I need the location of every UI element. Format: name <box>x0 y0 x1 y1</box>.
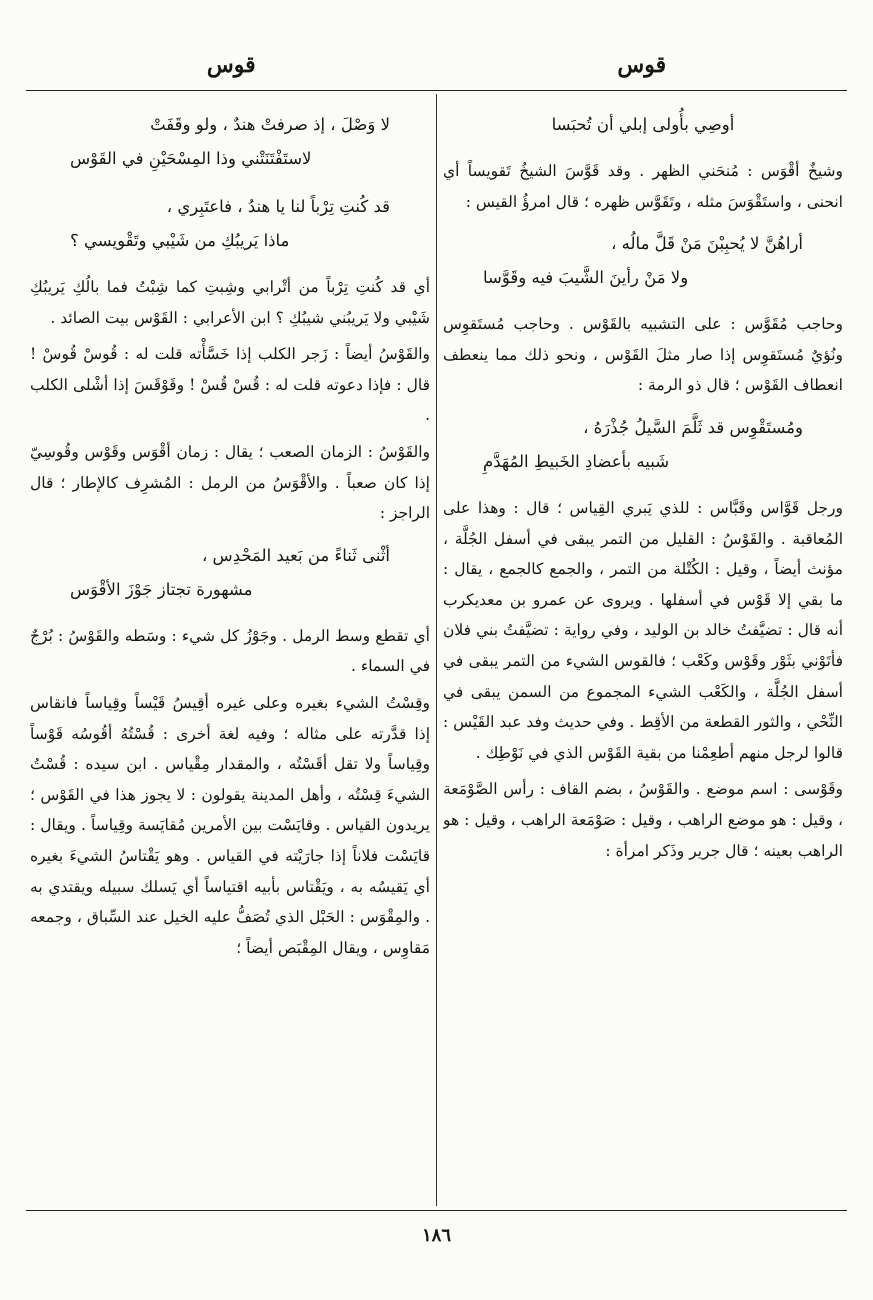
page-header <box>26 48 847 82</box>
paragraph: وقَوْسى : اسم موضع . والقَوْسُ ، بضم القاف : رأس الصَّوْمَعة ، وقيل : هو موضع الراهب ، وقيل : صَوْمَعة الراهب ، وقيل : هو الراهب بعينه ؛ قال جرير وذَكر امرأة : <box>443 780 843 860</box>
verse-line: أراهُنَّ لا يُحبِبْنَ مَنْ قَلَّ مالُه ، <box>611 234 803 254</box>
paragraph: أي تقطع وسط الرمل . وجَوْزُ كل شيء : وسَطه والقَوْسُ : بُرْجٌ في السماء . <box>30 626 430 676</box>
right-column <box>443 98 843 1206</box>
verse <box>30 108 430 176</box>
verse-line: لاستَفْتَنَتْني وذا المِسْحَيْنِ في القَوْس <box>70 149 312 168</box>
top-rule <box>26 90 847 91</box>
left-headword: قوس <box>206 52 256 78</box>
page-number: ١٨٦ <box>421 1225 451 1246</box>
left-column <box>30 98 430 1206</box>
right-headword: قوس <box>617 52 667 78</box>
verse <box>443 227 843 295</box>
verse <box>443 108 843 142</box>
paragraph: وشيخٌ أقْوَس : مُنحَني الظهر . وقد قَوَّسَ الشيخُ تَقويساً أي انحنى ، واستَقْوَسَ مثله ، وتَقَوَّس ظهره ؛ قال امرؤُ القيس : <box>443 162 843 211</box>
verse-line: ومُستَقْوِس قد ثَلَّمَ السَّيلُ جُذْرَهُ ، <box>583 417 803 437</box>
verse-line: شَبيه بأعضادِ الخَبيطِ المُهَدَّمِ <box>483 451 670 471</box>
paragraph: والقَوْسُ : الزمان الصعب ؛ يقال : زمان أقْوَس وقَوْس وقُوسِيّ إذا كان صعباً . والأقْوَسُ من الرمل : المُشرِف كالإطار ؛ قال الراجز : <box>30 442 430 523</box>
paragraph: ورجل قَوَّاس وقَبَّاس : للذي يَبري القِياس ؛ قال : وهذا على المُعاقبة . والقَوْسُ : القليل من التمر يبقى في أسفل الجُلَّة ، مؤنث أيضاً ، وقيل : الكُتْلة من التمر ، والجمع كالجمع ، يقال : ما بقي إلا قَوْس في أسفلها . ويروى عن عمرو بن معديكرب أنه قال : تضيَّفتُ خالد بن الوليد ، وفي رواية : تضيَّفتُ بني فلان فأتَوْني بثَوْر وقَوْس وكَعْب ؛ فالقوس الشيء من التمر يبقى في أسفل الجُلَّة ، والكَعْب الشيء المجموع من السمن يبقى في النِّحْي ، والثور القطعة من الأقِط . وفي حديث وفد عبد القَيْس : قالوا لرجل منهم أطعِمْنا من بقية القَوْس الذي في نَوْطِك . <box>443 498 843 762</box>
paragraph: وحاجب مُقَوَّس : على التشبيه بالقَوْس . وحاجب مُستَقوِس ونُؤيٌ مُستَقوِس إذا صار مثلَ القَوْس ، ونحو ذلك مما ينعطف انعطاف القَوْس ؛ قال ذو الرمة : <box>443 315 843 395</box>
paragraph: والقَوْسُ أيضاً : زَجر الكلب إذا خَسَّأْته قلت له : قُوسْ قُوسْ ! قال : فإذا دعوته قلت له : قُسْ قُسْ ! وقَوْقَسَ إذا أشْلى الكلب . <box>30 345 430 425</box>
verse <box>30 190 430 258</box>
paragraph: أي قد كُنتِ تِرْباً من أتْرابي وشِبتِ كما شِبْتُ فما بالُكِ يَريبُكِ شَيْبي ولا يَريبُني شيبُكِ ؟ ابن الأعرابي : القَوْس بيت الصائد . <box>30 278 430 327</box>
verse <box>443 411 843 479</box>
verse-line: لا وَصْلَ ، إذ صرفتْ هندٌ ، ولو وقَفَتْ <box>150 115 390 134</box>
verse <box>30 539 430 607</box>
verse-line: قد كُنتِ تِرْباً لنا يا هندُ ، فاعتَبِري ، <box>166 197 390 216</box>
verse-line: ماذا يَريبُكِ من شَيْبي وتَقْويسي ؟ <box>70 231 290 250</box>
verse-line: مشهورة تجتاز جَوْزَ الأقْوَس <box>70 579 253 599</box>
verse-line: أوصِي بأُولى إبلي أن تُحبَسا <box>551 115 735 134</box>
verse-line: ولا مَنْ رأينَ الشَّيبَ فيه وقَوَّسا <box>483 268 689 288</box>
column-divider <box>436 94 437 1206</box>
bottom-rule <box>26 1210 847 1211</box>
verse-line: أثْنى ثَناءً من بَعيد المَحْدِس ، <box>201 545 390 565</box>
paragraph: وقِسْتُ الشيء بغيره وعلى غيره أقِيسُ قَيْساً وقِياساً فانقاس إذا قدَّرته على مثاله ؛ وفيه لغة أخرى : قُسْتُهُ أقُوسُه قَوْساً وقِياساً ولا تقل أقَسْتُه ، والمقدار مِقْياس . ابن سيده : قُسْتُ الشيءَ قِسْتُه ، وأهل المدينة يقولون : لا يجوز هذا في القَوْس ؛ يريدون القياس . وقايَسْت بين الأمرين مُقايَسة وقِياساً . ويقال : قايَسْت فلاناً إذا جارَيْته في القياس . وهو يَقْتاسُ الشيءَ بغيره أي يَقيسُه به ، ويَقْتاس بأبيه اقتياساً أي يَسلك سبيله ويقتدي به . والمِقْوَس : الحَبْل الذي تُصَفُّ عليه الخيل عند السِّباق ، وجمعه مَقاوِس ، ويقال المِقْبَص أيضاً ؛ <box>30 693 430 957</box>
